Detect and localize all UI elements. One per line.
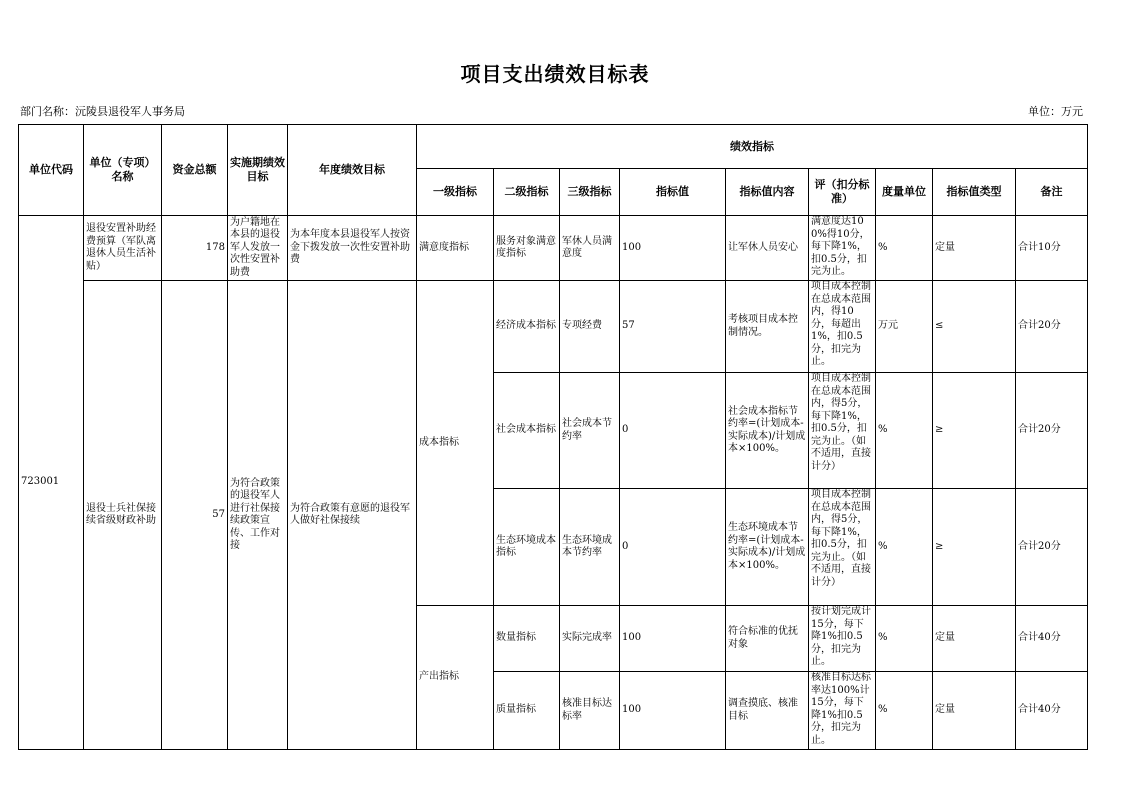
header-measure-unit: 度量单位: [876, 169, 933, 216]
department-name: 部门名称：沅陵县退役军人事务局: [20, 105, 185, 118]
value-cell: 0: [620, 373, 726, 489]
header-level3: 三级指标: [560, 169, 620, 216]
header-annual-goal: 年度绩效目标: [288, 125, 417, 216]
currency-unit: 单位：万元: [1028, 105, 1083, 118]
level2-cell: 数量指标: [494, 606, 560, 672]
scoring-cell: 项目成本控制在总成本范围内，得5分，每下降1%，扣0.5分，扣完为止。（如不适用，直接计分）: [809, 489, 876, 606]
content-cell: 社会成本指标节约率=(计划成本-实际成本)/计划成本×100%。: [726, 373, 809, 489]
value-cell: 57: [620, 281, 726, 373]
level1-cell: 成本指标: [417, 281, 494, 606]
remark-cell: 合计20分: [1016, 489, 1088, 606]
header-value: 指标值: [620, 169, 726, 216]
performance-table: [18, 124, 1088, 750]
header-indicators: 绩效指标: [417, 125, 1088, 169]
level3-cell: 生态环境成本节约率: [560, 489, 620, 606]
remark-cell: 合计40分: [1016, 672, 1088, 750]
funds-cell: 178: [162, 216, 228, 281]
level1-cell: 产出指标: [417, 606, 494, 750]
value-type-cell: ≥: [933, 373, 1016, 489]
annual-goal-cell: 为本年度本县退役军人按资金下拨发放一次性安置补助费: [288, 216, 417, 281]
content-cell: 符合标准的优抚对象: [726, 606, 809, 672]
remark-cell: 合计20分: [1016, 373, 1088, 489]
remark-cell: 合计20分: [1016, 281, 1088, 373]
level1-cell: 满意度指标: [417, 216, 494, 281]
content-cell: 生态环境成本节约率=(计划成本-实际成本)/计划成本×100%。: [726, 489, 809, 606]
level3-cell: 军休人员满意度: [560, 216, 620, 281]
measure-unit-cell: %: [876, 373, 933, 489]
header-content: 指标值内容: [726, 169, 809, 216]
header-level1: 一级指标: [417, 169, 494, 216]
page-title: 项目支出绩效目标表: [460, 62, 650, 86]
scoring-cell: 项目成本控制在总成本范围内，得5分，每下降1%，扣0.5分，扣完为止。（如不适用，直接计分）: [809, 373, 876, 489]
level3-cell: 实际完成率: [560, 606, 620, 672]
scoring-cell: 按计划完成计15分，每下降1%扣0.5分，扣完为止。: [809, 606, 876, 672]
annual-goal-cell: 为符合政策有意愿的退役军人做好社保接续: [288, 281, 417, 750]
header-level2: 二级指标: [494, 169, 560, 216]
measure-unit-cell: %: [876, 489, 933, 606]
period-goal-cell: 为符合政策的退役军人进行社保接续政策宣传、工作对接: [228, 281, 288, 750]
level2-cell: 质量指标: [494, 672, 560, 750]
measure-unit-cell: %: [876, 216, 933, 281]
header-row-1: [19, 125, 1088, 169]
header-unit-code: 单位代码: [19, 125, 84, 216]
value-type-cell: ≥: [933, 489, 1016, 606]
project-name-cell: 退役士兵社保接续省级财政补助: [84, 281, 162, 750]
header-remark: 备注: [1016, 169, 1088, 216]
level2-cell: 社会成本指标: [494, 373, 560, 489]
measure-unit-cell: %: [876, 672, 933, 750]
table-row: [19, 216, 1088, 281]
value-cell: 100: [620, 216, 726, 281]
value-type-cell: 定量: [933, 672, 1016, 750]
remark-cell: 合计40分: [1016, 606, 1088, 672]
scoring-cell: 满意度达100%得10分，每下降1%，扣0.5分，扣完为止。: [809, 216, 876, 281]
measure-unit-cell: %: [876, 606, 933, 672]
level3-cell: 核准目标达标率: [560, 672, 620, 750]
project-name-cell: 退役安置补助经费预算（军队离退休人员生活补贴）: [84, 216, 162, 281]
measure-unit-cell: 万元: [876, 281, 933, 373]
header-funds: 资金总额: [162, 125, 228, 216]
level2-cell: 服务对象满意度指标: [494, 216, 560, 281]
value-cell: 100: [620, 606, 726, 672]
header-unit-name: 单位（专项）名称: [84, 125, 162, 216]
value-type-cell: ≤: [933, 281, 1016, 373]
value-type-cell: 定量: [933, 216, 1016, 281]
content-cell: 让军休人员安心: [726, 216, 809, 281]
level3-cell: 专项经费: [560, 281, 620, 373]
level2-cell: 生态环境成本指标: [494, 489, 560, 606]
remark-cell: 合计10分: [1016, 216, 1088, 281]
funds-cell: 57: [162, 281, 228, 750]
period-goal-cell: 为户籍地在本县的退役军人发放一次性安置补助费: [228, 216, 288, 281]
level3-cell: 社会成本节约率: [560, 373, 620, 489]
header-value-type: 指标值类型: [933, 169, 1016, 216]
content-cell: 考核项目成本控制情况。: [726, 281, 809, 373]
content-cell: 调查摸底、核准目标: [726, 672, 809, 750]
value-cell: 0: [620, 489, 726, 606]
unit-code-cell: 723001: [19, 216, 84, 750]
scoring-cell: 核准目标达标率达100%计15分，每下降1%扣0.5分，扣完为止。: [809, 672, 876, 750]
value-type-cell: 定量: [933, 606, 1016, 672]
header-scoring: 评（扣分标准）: [809, 169, 876, 216]
table-row: [19, 281, 1088, 373]
header-period-goal: 实施期绩效目标: [228, 125, 288, 216]
level2-cell: 经济成本指标: [494, 281, 560, 373]
scoring-cell: 项目成本控制在总成本范围内，得10分，每超出1%，扣0.5分，扣完为止。: [809, 281, 876, 373]
value-cell: 100: [620, 672, 726, 750]
